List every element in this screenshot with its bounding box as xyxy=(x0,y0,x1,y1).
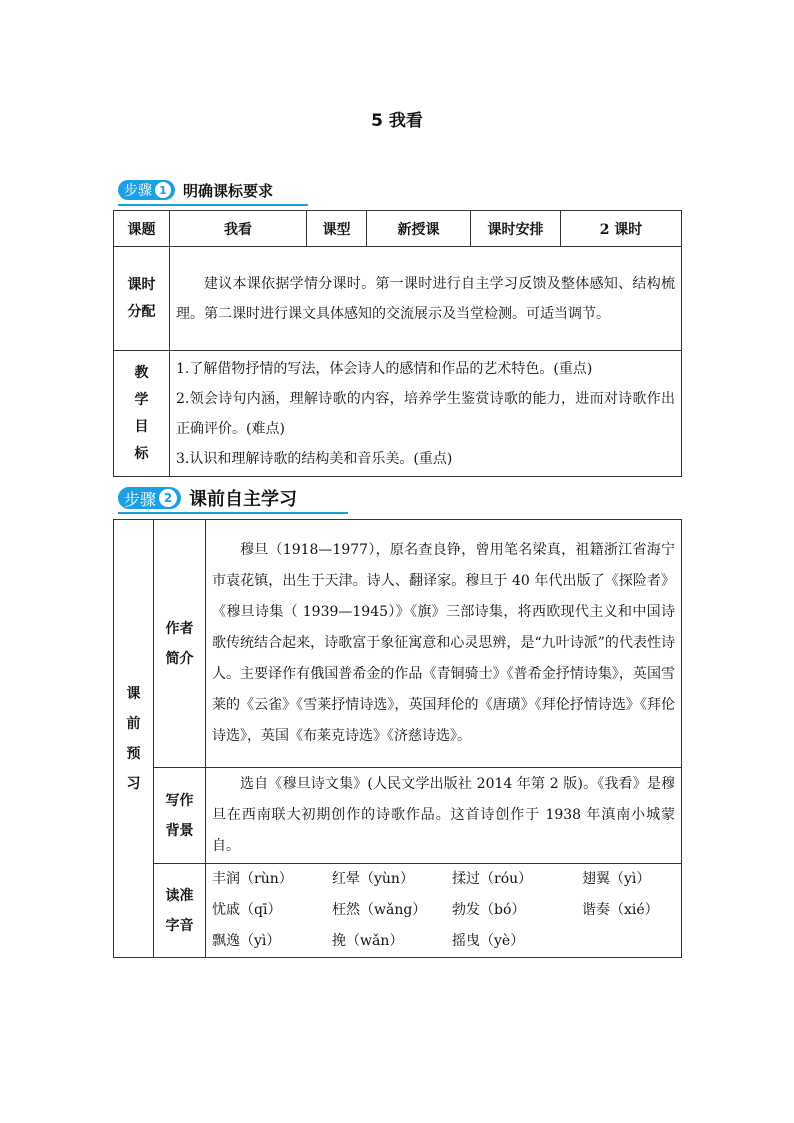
goals-label xyxy=(114,351,170,477)
step-1-underline xyxy=(118,204,308,206)
goals-label-char: 教 xyxy=(134,364,149,381)
step-2-heading: 课前自主学习 xyxy=(189,489,298,510)
step-1-badge-label: 步骤 xyxy=(124,183,152,199)
preview-table xyxy=(113,519,682,958)
preview-side-char: 预 xyxy=(126,745,141,762)
pronunciation-item: 丰润（rùn） xyxy=(212,871,293,887)
goals-cell xyxy=(170,351,682,477)
pronunciation-label xyxy=(154,864,206,958)
step-2-badge xyxy=(118,487,181,509)
step-2-header xyxy=(118,486,297,510)
preview-side-char: 课 xyxy=(126,685,141,702)
step-2-underline xyxy=(118,512,348,514)
allocation-label-line: 课时 xyxy=(127,276,156,293)
author-cell xyxy=(206,520,682,768)
type-header: 课型 xyxy=(307,211,367,247)
author-label-line: 简介 xyxy=(165,650,194,667)
step-2-number: 2 xyxy=(159,489,177,507)
goal-item: 2.领会诗句内涵，理解诗歌的内容，培养学生鉴赏诗歌的能力，进而对诗歌作出正确评价。(难点) xyxy=(176,390,675,437)
author-text: 穆旦（1918—1977），原名查良铮，曾用笔名梁真，祖籍浙江省海宁市袁花镇，出生于天津。诗人、翻译家。穆旦于 40 年代出版了《探险者》《穆旦诗集（ 1939—1945）》《旗》三部诗集，将西欧现代主义和中国诗歌传统结合起来，诗歌富于象征寓意和心灵思辨，是“九叶诗派”的代表性诗人。主要译作有俄国普希金的作品《青铜骑士》《普希金抒情诗集》，英国雪莱的《云雀》《雪莱抒情诗选》，英国拜伦的《唐璜》《拜伦抒情诗选》《拜伦诗选》，英国《布莱克诗选》《济慈诗选》。 xyxy=(212,542,675,744)
allocation-label xyxy=(114,247,170,351)
background-label xyxy=(154,768,206,864)
pronunciation-item: 红晕（yùn） xyxy=(332,871,414,887)
background-label-line: 背景 xyxy=(165,822,194,839)
topic-header: 课题 xyxy=(114,211,170,247)
pronunciation-item: 摇曳（yè） xyxy=(452,933,525,949)
allocation-label-line: 分配 xyxy=(127,303,156,320)
step-1-badge xyxy=(118,180,175,200)
step-1-heading: 明确课标要求 xyxy=(183,181,274,200)
author-label-line: 作者 xyxy=(165,620,194,637)
pronunciation-label-line: 读准 xyxy=(165,887,194,904)
step-1-number: 1 xyxy=(155,182,171,198)
background-label-line: 写作 xyxy=(165,792,194,809)
preview-side-char: 前 xyxy=(126,715,141,732)
step-1-header xyxy=(118,178,273,202)
pronunciation-item xyxy=(582,926,692,957)
background-cell xyxy=(206,768,682,864)
goals-label-char: 标 xyxy=(134,445,149,462)
pronunciation-item: 翅翼（yì） xyxy=(582,871,651,887)
preview-side-label xyxy=(114,520,154,958)
pronunciation-item: 勃发（bó） xyxy=(452,902,526,918)
arrange-value: 2 课时 xyxy=(561,211,682,247)
allocation-text: 建议本课依据学情分课时。第一课时进行自主学习反馈及整体感知、结构梳理。第二课时进行课文具体感知的交流展示及当堂检测。可适当调节。 xyxy=(176,275,675,322)
type-value: 新授课 xyxy=(367,211,471,247)
pronunciation-item: 揉过（róu） xyxy=(452,871,533,887)
allocation-cell xyxy=(170,247,682,351)
topic-value: 我看 xyxy=(170,211,307,247)
step-2-badge-label: 步骤 xyxy=(124,489,157,509)
arrange-header: 课时安排 xyxy=(471,211,561,247)
background-text: 选自《穆旦诗文集》(人民文学出版社 2014 年第 2 版)。《我看》是穆旦在西南联大初期创作的诗歌作品。这首诗创作于 1938 年滇南小城蒙自。 xyxy=(212,776,675,854)
pronunciation-cell xyxy=(206,864,682,958)
goals-label-char: 目 xyxy=(134,418,149,435)
goal-item: 1.了解借物抒情的写法，体会诗人的感情和作品的艺术特色。(重点) xyxy=(176,360,593,377)
pronunciation-item: 忧戚（qī） xyxy=(212,902,282,918)
goals-label-char: 学 xyxy=(134,391,149,408)
pronunciation-item: 谐奏（xié） xyxy=(582,902,659,918)
pronunciation-grid xyxy=(206,864,681,957)
pronunciation-item: 枉然（wǎng） xyxy=(332,902,427,918)
pronunciation-item: 挽（wǎn） xyxy=(332,933,404,949)
pronunciation-label-line: 字音 xyxy=(165,917,194,934)
page-title: 5 我看 xyxy=(371,111,423,131)
goal-item: 3.认识和理解诗歌的结构美和音乐美。(重点) xyxy=(176,450,453,467)
preview-side-char: 习 xyxy=(126,775,141,792)
author-label xyxy=(154,520,206,768)
course-requirements-table xyxy=(113,210,682,477)
pronunciation-item: 飘逸（yì） xyxy=(212,933,281,949)
